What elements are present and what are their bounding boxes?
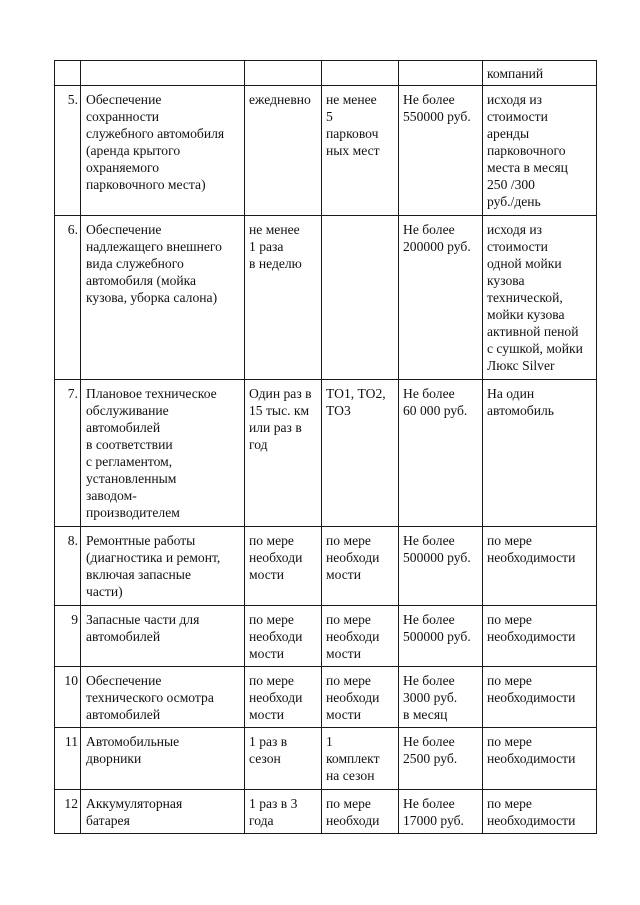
row-description: Плановое техническое обслуживание автомобилей в соответствии с регламентом, установленным заводом- производителем bbox=[81, 380, 245, 527]
table-row bbox=[55, 61, 597, 86]
table-row bbox=[55, 667, 597, 728]
row-description: Запасные части для автомобилей bbox=[81, 606, 245, 667]
row-note: исходя из стоимости одной мойки кузова технической, мойки кузова активной пеной с сушкой, мойки Люкс Silver bbox=[483, 216, 597, 380]
row-quantity: по мере необходи мости bbox=[322, 667, 399, 728]
table-row bbox=[55, 790, 597, 834]
row-cost: Не более 3000 руб. в месяц bbox=[399, 667, 483, 728]
table-row bbox=[55, 380, 597, 527]
row-cost: Не более 550000 руб. bbox=[399, 86, 483, 216]
row-frequency bbox=[245, 61, 322, 86]
row-cost: Не более 200000 руб. bbox=[399, 216, 483, 380]
row-note: по мере необходимости bbox=[483, 728, 597, 790]
row-description: Обеспечение надлежащего внешнего вида служебного автомобиля (мойка кузова, уборка салона) bbox=[81, 216, 245, 380]
row-cost bbox=[399, 61, 483, 86]
row-number: 7. bbox=[55, 380, 81, 527]
row-description: Обеспечение технического осмотра автомобилей bbox=[81, 667, 245, 728]
row-description bbox=[81, 61, 245, 86]
row-number: 9 bbox=[55, 606, 81, 667]
row-note: по мере необходимости bbox=[483, 667, 597, 728]
row-description: Аккумуляторная батарея bbox=[81, 790, 245, 834]
row-cost: Не более 500000 руб. bbox=[399, 606, 483, 667]
row-note: по мере необходимости bbox=[483, 527, 597, 606]
row-number: 8. bbox=[55, 527, 81, 606]
row-frequency: по мере необходи мости bbox=[245, 667, 322, 728]
table-row bbox=[55, 86, 597, 216]
row-frequency: по мере необходи мости bbox=[245, 527, 322, 606]
row-quantity bbox=[322, 61, 399, 86]
row-quantity: по мере необходи bbox=[322, 790, 399, 834]
row-frequency: 1 раз в 3 года bbox=[245, 790, 322, 834]
row-frequency: не менее 1 раза в неделю bbox=[245, 216, 322, 380]
row-number bbox=[55, 61, 81, 86]
row-frequency: 1 раз в сезон bbox=[245, 728, 322, 790]
row-quantity: 1 комплект на сезон bbox=[322, 728, 399, 790]
row-quantity: по мере необходи мости bbox=[322, 527, 399, 606]
row-note: по мере необходимости bbox=[483, 790, 597, 834]
row-cost: Не более 17000 руб. bbox=[399, 790, 483, 834]
row-quantity: не менее 5 парковоч ных мест bbox=[322, 86, 399, 216]
row-number: 5. bbox=[55, 86, 81, 216]
row-note: по мере необходимости bbox=[483, 606, 597, 667]
table-row bbox=[55, 216, 597, 380]
row-frequency: по мере необходи мости bbox=[245, 606, 322, 667]
table-row bbox=[55, 527, 597, 606]
row-number: 12 bbox=[55, 790, 81, 834]
row-number: 6. bbox=[55, 216, 81, 380]
row-cost: Не более 2500 руб. bbox=[399, 728, 483, 790]
row-quantity bbox=[322, 216, 399, 380]
row-note: На один автомобиль bbox=[483, 380, 597, 527]
row-description: Обеспечение сохранности служебного автомобиля (аренда крытого охраняемого парковочного места) bbox=[81, 86, 245, 216]
row-description: Ремонтные работы (диагностика и ремонт, включая запасные части) bbox=[81, 527, 245, 606]
row-frequency: ежедневно bbox=[245, 86, 322, 216]
row-number: 10 bbox=[55, 667, 81, 728]
row-frequency: Один раз в 15 тыс. км или раз в год bbox=[245, 380, 322, 527]
row-description: Автомобильные дворники bbox=[81, 728, 245, 790]
table-row bbox=[55, 606, 597, 667]
row-quantity: ТО1, ТО2, ТО3 bbox=[322, 380, 399, 527]
row-number: 11 bbox=[55, 728, 81, 790]
row-cost: Не более 60 000 руб. bbox=[399, 380, 483, 527]
row-note: исходя из стоимости аренды парковочного места в месяц 250 /300 руб./день bbox=[483, 86, 597, 216]
row-cost: Не более 500000 руб. bbox=[399, 527, 483, 606]
table-row bbox=[55, 728, 597, 790]
row-quantity: по мере необходи мости bbox=[322, 606, 399, 667]
services-table bbox=[54, 60, 597, 834]
row-note: компаний bbox=[483, 61, 597, 86]
